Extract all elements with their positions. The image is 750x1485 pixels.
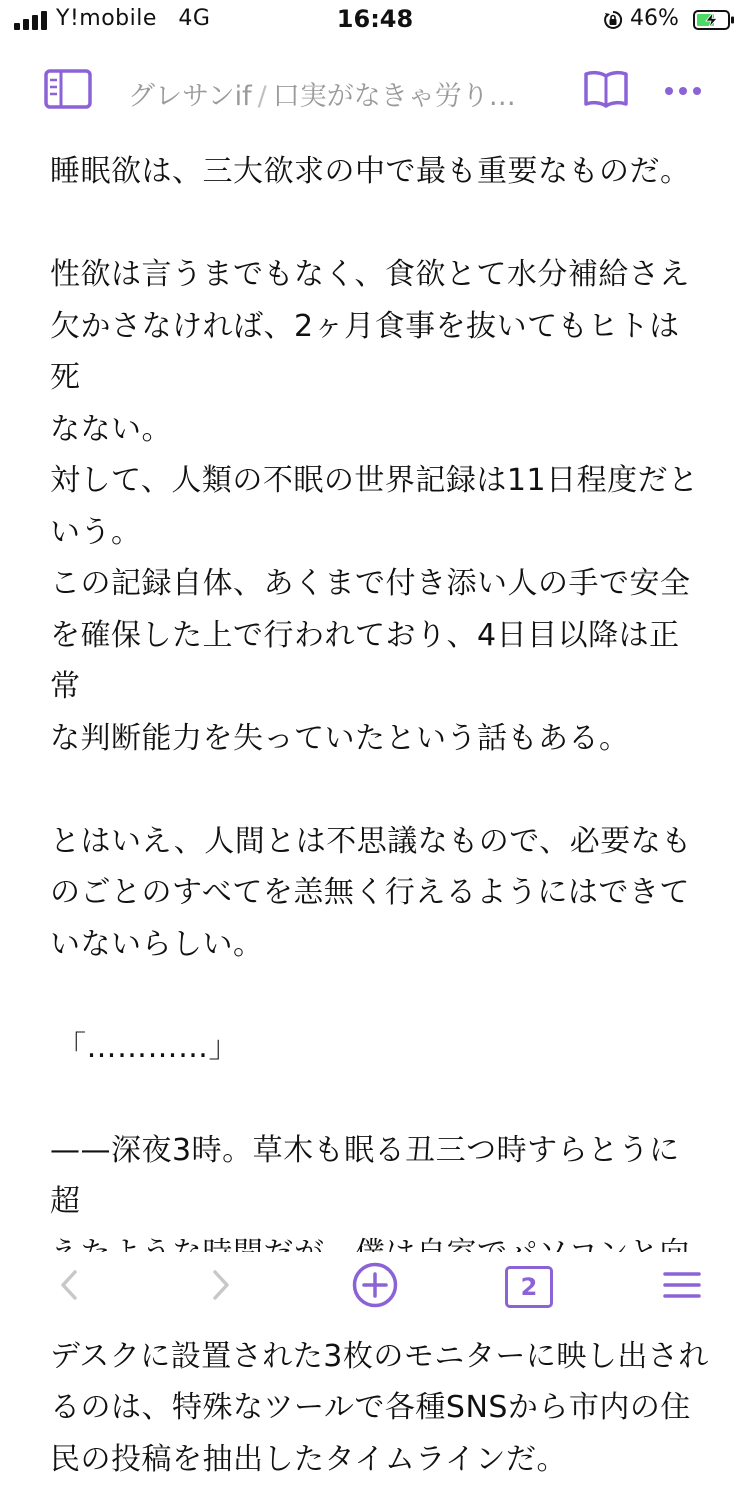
body-line: 民の投稿を抽出したタイムラインだ。 xyxy=(50,1434,710,1485)
chapter-title: 口実がなきゃ労り… xyxy=(273,81,516,112)
battery-charging-icon xyxy=(693,10,735,30)
body-line: を確保した上で行われており、4日目以降は正常 xyxy=(50,610,710,713)
book-button[interactable] xyxy=(582,66,630,116)
hamburger-menu-icon xyxy=(663,1270,701,1304)
toc-button[interactable] xyxy=(42,66,94,116)
paragraph-gap xyxy=(50,764,710,816)
book-icon xyxy=(583,69,629,113)
body-line: 性欲は言うまでもなく、食欲とて水分補給さえ xyxy=(50,249,710,301)
body-line: とはいえ、人間とは不思議なもので、必要なも xyxy=(50,816,710,868)
body-line: いう。 xyxy=(50,507,710,559)
title-separator: / xyxy=(258,81,267,112)
series-title: グレサンif xyxy=(128,81,252,112)
tab-count-badge: 2 xyxy=(505,1266,553,1308)
tabs-button[interactable] xyxy=(504,1258,554,1316)
dialogue-line: 「…………」 xyxy=(50,1022,710,1074)
reader-nav-bar xyxy=(0,56,750,128)
status-bar xyxy=(0,0,750,40)
paragraph-gap xyxy=(50,1073,710,1125)
bottom-toolbar xyxy=(0,1252,750,1322)
paragraph-gap xyxy=(50,970,710,1022)
body-line: いないらしい。 xyxy=(50,919,710,971)
back-button[interactable] xyxy=(48,1258,90,1316)
status-time: 16:48 xyxy=(0,5,750,33)
body-line: のごとのすべてを恙無く行えるようにはできて xyxy=(50,867,710,919)
paragraph-gap xyxy=(50,198,710,250)
body-line: ——深夜3時。草木も眠る丑三つ時すらとうに超 xyxy=(50,1125,710,1228)
menu-button[interactable] xyxy=(660,1258,704,1316)
plus-circle-icon xyxy=(351,1261,399,1313)
chevron-left-icon xyxy=(59,1269,79,1305)
carrier-name: Y!mobile xyxy=(56,6,157,31)
chevron-right-icon xyxy=(211,1269,231,1305)
nav-title[interactable] xyxy=(128,74,548,113)
rotation-lock-icon xyxy=(603,10,623,30)
body-line: 対して、人類の不眠の世界記録は11日程度だと xyxy=(50,455,710,507)
more-dots-icon xyxy=(663,82,703,101)
body-line: デスクに設置された3枚のモニターに映し出され xyxy=(50,1331,710,1383)
body-line: なない。 xyxy=(50,404,710,456)
more-button[interactable] xyxy=(660,66,706,116)
body-line: この記録自体、あくまで付き添い人の手で安全 xyxy=(50,558,710,610)
body-line: な判断能力を失っていたという話もある。 xyxy=(50,713,710,765)
table-of-contents-icon xyxy=(44,69,92,113)
battery-percent: 46% xyxy=(630,6,679,31)
network-type: 4G xyxy=(178,6,210,31)
body-line: 欠かさなければ、2ヶ月食事を抜いてもヒトは死 xyxy=(50,301,710,404)
body-line: るのは、特殊なツールで各種SNSから市内の住 xyxy=(50,1382,710,1434)
forward-button[interactable] xyxy=(200,1258,242,1316)
body-line: 睡眠欲は、三大欲求の中で最も重要なものだ。 xyxy=(50,146,710,198)
add-button[interactable] xyxy=(350,1258,400,1316)
